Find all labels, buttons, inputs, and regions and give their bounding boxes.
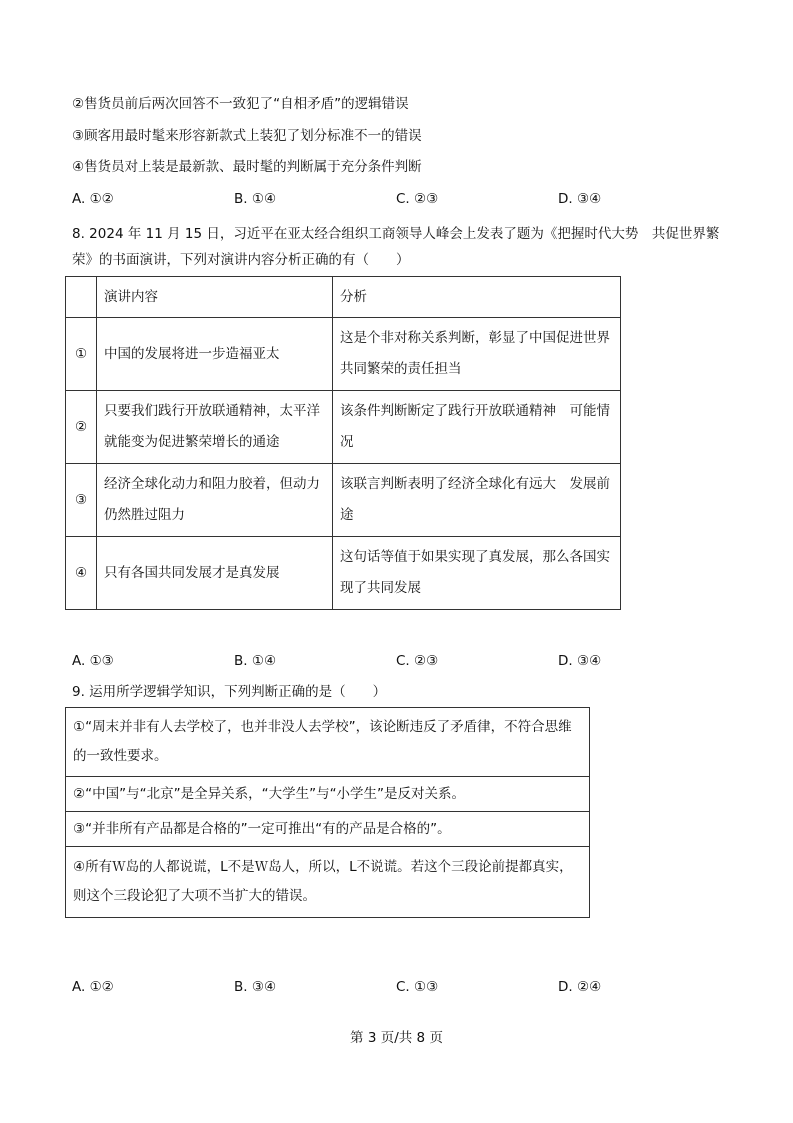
q8-header-num xyxy=(66,277,97,318)
q8-row-content: 只要我们践行开放联通精神，太平洋就能变为促进繁荣增长的通途 xyxy=(97,391,333,464)
q7-statement-3: ③顾客用最时髦来形容新款式上装犯了划分标准不一的错误 xyxy=(72,128,422,144)
q8-table-header xyxy=(66,277,621,318)
q8-table xyxy=(65,276,621,610)
q9-option-a[interactable]: A. ①② xyxy=(72,979,114,995)
table-row xyxy=(66,318,621,391)
page-footer: 第 3 页/共 8 页 xyxy=(350,1030,443,1046)
q7-option-d[interactable]: D. ③④ xyxy=(558,191,602,207)
q7-options xyxy=(72,190,632,208)
q8-option-d[interactable]: D. ③④ xyxy=(558,653,602,669)
q9-stem: 9. 运用所学逻辑学知识，下列判断正确的是（ ） xyxy=(72,684,387,700)
q9-item-3: ③“并非所有产品都是合格的”一定可推出“有的产品是合格的”。 xyxy=(66,812,590,847)
q8-stem-line2: 荣》的书面演讲，下列对演讲内容分析正确的有（ ） xyxy=(72,252,410,268)
q9-option-d[interactable]: D. ②④ xyxy=(558,979,602,995)
q7-statement-4: ④售货员对上装是最新款、最时髦的判断属于充分条件判断 xyxy=(72,159,422,175)
q8-header-analysis: 分析 xyxy=(333,277,621,318)
q8-option-b[interactable]: B. ①④ xyxy=(234,653,277,669)
q8-row-analysis: 这句话等值于如果实现了真发展，那么各国实现了共同发展 xyxy=(333,537,621,610)
q8-options xyxy=(72,652,632,670)
q8-row-num: ① xyxy=(66,318,97,391)
q9-table xyxy=(65,707,590,918)
table-row xyxy=(66,812,590,847)
q8-row-content: 只有各国共同发展才是真发展 xyxy=(97,537,333,610)
q7-statement-2: ②售货员前后两次回答不一致犯了“自相矛盾”的逻辑错误 xyxy=(72,96,409,112)
q8-option-a[interactable]: A. ①③ xyxy=(72,653,114,669)
table-row xyxy=(66,847,590,918)
q8-option-c[interactable]: C. ②③ xyxy=(396,653,439,669)
q8-row-num: ③ xyxy=(66,464,97,537)
q7-option-c[interactable]: C. ②③ xyxy=(396,191,439,207)
table-row xyxy=(66,777,590,812)
q8-row-analysis: 该条件判断断定了践行开放联通精神 可能情况 xyxy=(333,391,621,464)
q9-options xyxy=(72,978,632,996)
q8-row-num: ② xyxy=(66,391,97,464)
q9-item-1: ①“周末并非有人去学校了，也并非没人去学校”，该论断违反了矛盾律，不符合思维的一致性要求。 xyxy=(66,708,590,777)
q8-row-analysis: 该联言判断表明了经济全球化有远大 发展前途 xyxy=(333,464,621,537)
q9-option-c[interactable]: C. ①③ xyxy=(396,979,439,995)
q8-row-content: 中国的发展将进一步造福亚太 xyxy=(97,318,333,391)
q8-row-num: ④ xyxy=(66,537,97,610)
q8-row-analysis: 这是个非对称关系判断，彰显了中国促进世界共同繁荣的责任担当 xyxy=(333,318,621,391)
q7-option-a[interactable]: A. ①② xyxy=(72,191,114,207)
table-row xyxy=(66,708,590,777)
q8-row-content: 经济全球化动力和阻力胶着，但动力仍然胜过阻力 xyxy=(97,464,333,537)
q9-option-b[interactable]: B. ③④ xyxy=(234,979,277,995)
q8-stem-line1: 8. 2024 年 11 月 15 日，习近平在亚太经合组织工商领导人峰会上发表了题为《把握时代大势 共促世界繁 xyxy=(72,226,720,242)
q8-header-content: 演讲内容 xyxy=(97,277,333,318)
q9-item-2: ②“中国”与“北京”是全异关系，“大学生”与“小学生”是反对关系。 xyxy=(66,777,590,812)
table-row xyxy=(66,391,621,464)
q9-item-4: ④所有Ｗ岛的人都说谎，L不是Ｗ岛人，所以，L不说谎。若这个三段论前提都真实，则这个三段论犯了大项不当扩大的错误。 xyxy=(66,847,590,918)
table-row xyxy=(66,537,621,610)
q7-option-b[interactable]: B. ①④ xyxy=(234,191,277,207)
table-row xyxy=(66,464,621,537)
